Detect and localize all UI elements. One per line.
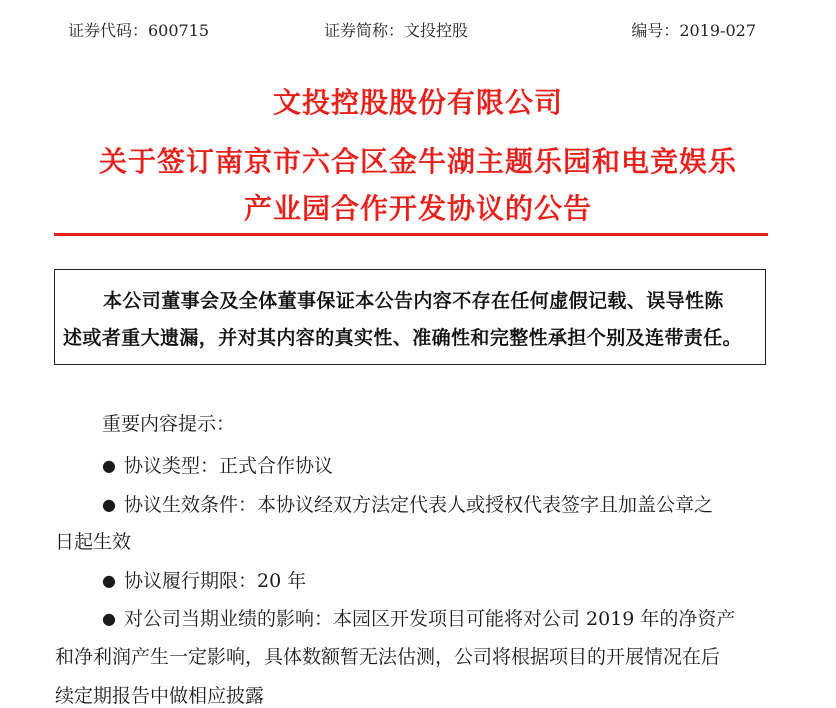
summary-heading: 重要内容提示： <box>102 413 236 435</box>
summary-item-effective-condition <box>102 490 713 517</box>
summary-item-text: 协议生效条件：本协议经双方法定代表人或授权代表签字且加盖公章之 <box>124 494 714 516</box>
summary-item-agreement-type <box>102 451 333 478</box>
summary-item-continuation: 续定期报告中做相应披露 <box>55 685 265 707</box>
bullet-icon: ● <box>102 571 116 590</box>
announcement-title-line-1: 关于签订南京市六合区金牛湖主题乐园和电竞娱乐 <box>98 145 737 178</box>
document-number: 编号：2019-027 <box>631 21 756 40</box>
stock-code: 证券代码：600715 <box>68 21 210 40</box>
stock-abbreviation: 证券简称：文投控股 <box>324 21 469 40</box>
summary-item-text: 协议类型：正式合作协议 <box>124 455 334 477</box>
bullet-icon: ● <box>102 609 116 628</box>
summary-item-text: 协议履行期限：20 年 <box>124 570 307 592</box>
summary-item-continuation: 日起生效 <box>55 531 132 553</box>
bullet-icon: ● <box>102 456 116 475</box>
summary-item-term <box>102 566 306 593</box>
company-title: 文投控股股份有限公司 <box>272 86 563 119</box>
title-divider <box>54 233 768 236</box>
bullet-icon: ● <box>102 495 116 514</box>
notice-line-2: 述或者重大遗漏，并对其内容的真实性、准确性和完整性承担个别及连带责任。 <box>63 327 743 349</box>
document-header <box>62 18 762 44</box>
summary-item-continuation: 和净利润产生一定影响，具体数额暂无法估测，公司将根据项目的开展情况在后 <box>55 646 721 668</box>
notice-line-1: 本公司董事会及全体董事保证本公告内容不存在任何虚假记载、误导性陈 <box>103 290 724 312</box>
summary-item-text: 对公司当期业绩的影响：本园区开发项目可能将对公司 2019 年的净资产 <box>124 608 736 630</box>
board-guarantee-notice <box>54 269 766 365</box>
announcement-title-line-2: 产业园合作开发协议的公告 <box>243 192 592 225</box>
summary-item-performance-impact <box>102 604 735 631</box>
